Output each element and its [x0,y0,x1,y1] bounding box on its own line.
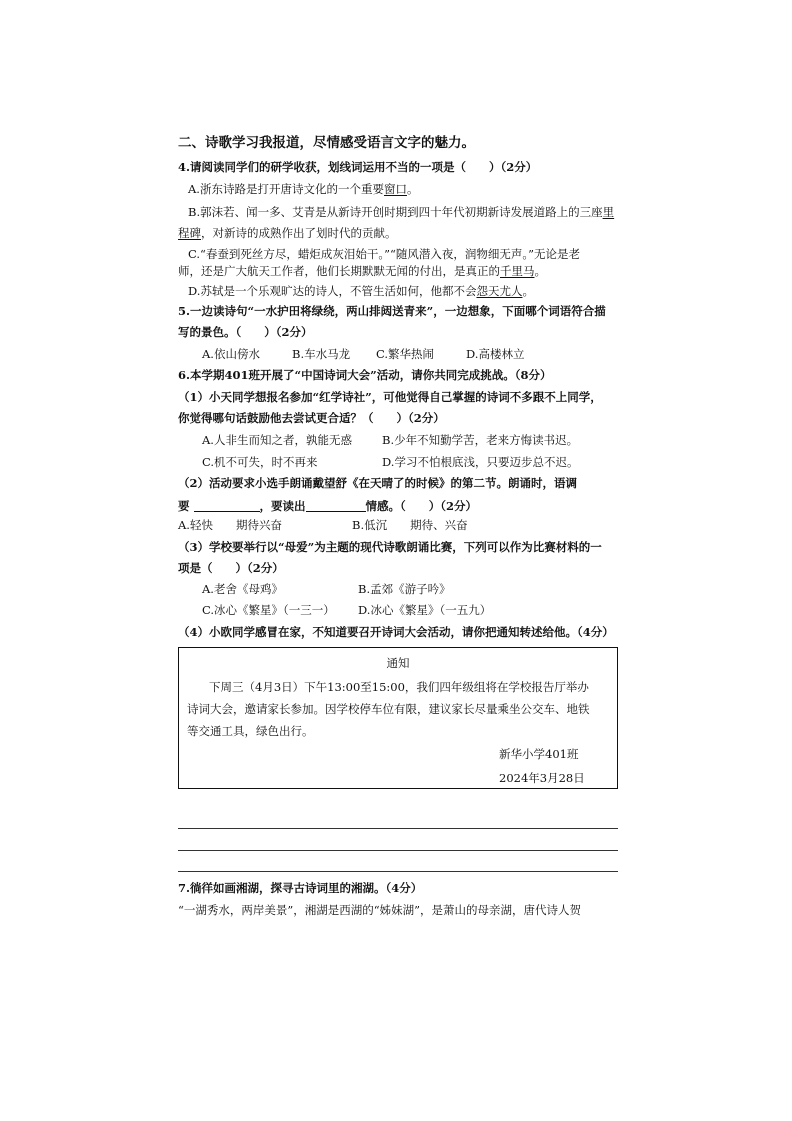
q6-part2-option-a: A.轻快 期待兴奋 [178,518,282,532]
q4-a-underlined: 窗口 [383,182,407,196]
q4-option-c-line1: C.“春蚕到死丝方尽，蜡炬成灰泪始干。”“随风潜入夜，润物细无声。”无论是老 [188,247,581,261]
answer-line[interactable] [178,850,618,851]
q4-b-underlined-1: 里 [602,205,615,219]
q5-stem-line1: 5.一边读诗句“一水护田将绿绕，两山排闼送青来”，一边想象，下面哪个词语符合描 [178,304,606,318]
q6-part3-option-b: B.孟郊《游子吟》 [358,582,451,596]
q5-option-a: A.依山傍水 [202,347,260,361]
notice-body-line2: 诗词大会，邀请家长参加。因学校停车位有限，建议家长尽量乘坐公交车、地铁 [187,702,590,716]
q6-part3-option-d: D.冰心《繁星》（一五九） [358,603,492,617]
q6-part3-line1: （3）学校要举行以“母爱”为主题的现代诗歌朗诵比赛，下列可以作为比赛材料的一 [178,540,602,554]
q4-option-d: D.苏轼是一个乐观旷达的诗人，不管生活如何，他都不会怨天尤人。 [188,284,534,298]
answer-blank-emotion[interactable] [306,499,366,512]
q4-c-underlined: 千里马 [500,264,535,278]
section-title: 二、诗歌学习我报道，尽情感受语言文字的魅力。 [178,135,475,151]
notice-title: 通知 [386,656,410,670]
q6-stem: 6.本学期401班开展了“中国诗词大会”活动，请你共同完成挑战。（8分） [178,368,552,382]
q6-part3-option-c: C.冰心《繁星》（一三一） [202,603,335,617]
q6-part2-line2: 要 ，要读出 情感。（ ）（2分） [178,499,478,513]
notice-body-line1: 下周三（4月3日）下午13:00至15:00，我们四年级组将在学校报告厅举办 [209,680,589,694]
q6-part1-option-b: B.少年不知勤学苦，老来方悔读书迟。 [382,433,579,447]
q6-part1-option-c: C.机不可失，时不再来 [202,455,318,469]
q4-stem: 4.请阅读同学们的研学收获，划线词运用不当的一项是（ ）（2分） [178,160,538,174]
q6-part3-line2: 项是（ ）（2分） [178,561,284,575]
q6-part1-option-a: A.人非生而知之者，孰能无惑 [202,433,352,447]
q6-part3-option-a: A.老舍《母鸡》 [202,582,283,596]
q4-b-underlined-2: 程碑 [178,226,201,240]
q5-stem-line2: 写的景色。（ ）（2分） [178,325,313,339]
notice-body-line3: 等交通工具，绿色出行。 [187,724,314,738]
q6-part1-line2: 你觉得哪句话鼓励他去尝试更合适？（ ）（2分） [178,411,445,425]
q6-part1-line1: （1）小天同学想报名参加“红学诗社”，可他觉得自己掌握的诗词不多跟不上同学， [178,390,602,404]
answer-line[interactable] [178,871,618,872]
answer-line[interactable] [178,828,618,829]
notice-signature: 新华小学401班 [499,747,579,761]
q4-option-b-line1: B.郭沫若、闻一多、艾青是从新诗开创时期到四十年代初期新诗发展道路上的三座里 [188,205,615,219]
q5-option-b: B.车水马龙 [292,347,351,361]
q4-option-b-line2: 程碑，对新诗的成熟作出了划时代的贡献。 [178,226,397,240]
q5-option-c: C.繁华热闹 [376,347,435,361]
q4-option-a: A.浙东诗路是打开唐诗文化的一个重要窗口。 [188,182,419,196]
q6-part4: （4）小欧同学感冒在家，不知道要召开诗词大会活动，请你把通知转述给他。（4分） [178,625,614,639]
q7-stem: 7.徜徉如画湘湖，探寻古诗词里的湘湖。（4分） [178,881,423,895]
q6-part2-option-b: B.低沉 期待、兴奋 [352,518,468,532]
q6-part2-line1: （2）活动要求小选手朗诵戴望舒《在天晴了的时候》的第二节。朗诵时，语调 [178,476,577,490]
answer-blank-tone[interactable] [194,499,260,512]
q4-option-c-line2: 师，还是广大航天工作者，他们长期默默无闻的付出，是真正的千里马。 [178,264,546,278]
q4-d-underlined: 怨天尤人 [476,284,523,298]
q5-option-d: D.高楼林立 [466,347,525,361]
q6-part1-option-d: D.学习不怕根底浅，只要迈步总不迟。 [382,455,579,469]
notice-box [178,647,618,789]
q7-text-line1: “一湖秀水，两岸美景”，湘湖是西湖的“姊妹湖”，是萧山的母亲湖，唐代诗人贺 [178,903,582,917]
notice-date: 2024年3月28日 [499,771,585,785]
